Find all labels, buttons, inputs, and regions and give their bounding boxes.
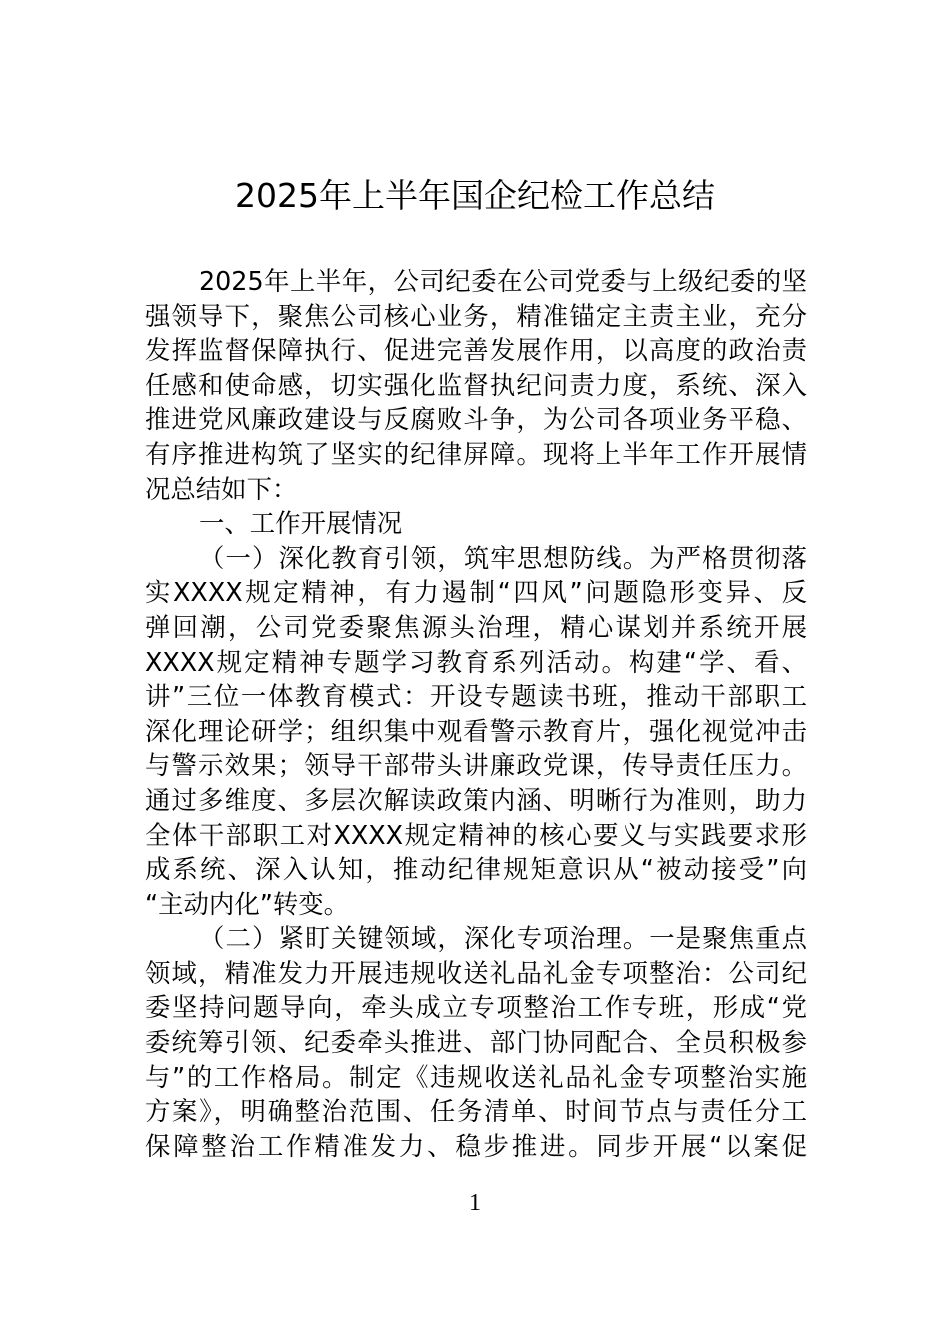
subsection-2-line-6: 方案》，明确整治范围、任务清单、时间节点与责任分工 — [145, 1096, 807, 1127]
subsection-1-line-1: （一）深化教育引领，筑牢思想防线。为严格贯彻落 — [199, 542, 807, 573]
subsection-1-line-7: 与警示效果；领导干部带头讲廉政党课，传导责任压力。 — [145, 750, 807, 781]
subsection-1-line-11: “主动内化”转变。 — [145, 888, 350, 919]
section-heading-1: 一、工作开展情况 — [199, 508, 403, 539]
document-title: 2025年上半年国企纪检工作总结 — [235, 176, 715, 215]
subsection-1-line-3: 弹回潮，公司党委聚焦源头治理，精心谋划并系统开展 — [145, 611, 807, 642]
intro-line-3: 发挥监督保障执行、促进完善发展作用，以高度的政治责 — [145, 335, 807, 366]
subsection-1-line-4: XXXX规定精神专题学习教育系列活动。构建“学、看、 — [145, 646, 807, 677]
subsection-2-line-1: （二）紧盯关键领域，深化专项治理。一是聚焦重点 — [199, 923, 807, 954]
subsection-2-line-5: 与”的工作格局。制定《违规收送礼品礼金专项整治实施 — [145, 1061, 807, 1092]
intro-line-2: 强领导下，聚焦公司核心业务，精准锚定主责主业，充分 — [145, 300, 807, 331]
subsection-1-line-5: 讲”三位一体教育模式：开设专题读书班，推动干部职工 — [145, 681, 807, 712]
subsection-1-line-9: 全体干部职工对XXXX规定精神的核心要义与实践要求形 — [145, 819, 807, 850]
subsection-2-line-4: 委统筹引领、纪委牵头推进、部门协同配合、全员积极参 — [145, 1027, 807, 1058]
subsection-1-line-6: 深化理论研学；组织集中观看警示教育片，强化视觉冲击 — [145, 715, 807, 746]
subsection-2-line-3: 委坚持问题导向，牵头成立专项整治工作专班，形成“党 — [145, 992, 807, 1023]
subsection-1-line-8: 通过多维度、多层次解读政策内涵、明晰行为准则，助力 — [145, 784, 807, 815]
subsection-1-line-10: 成系统、深入认知，推动纪律规矩意识从“被动接受”向 — [145, 854, 807, 885]
intro-line-7: 况总结如下： — [145, 473, 298, 504]
subsection-2-line-7: 保障整治工作精准发力、稳步推进。同步开展“以案促 — [145, 1130, 807, 1161]
subsection-1-line-2: 实XXXX规定精神，有力遏制“四风”问题隐形变异、反 — [145, 577, 807, 608]
subsection-2-line-2: 领域，精准发力开展违规收送礼品礼金专项整治：公司纪 — [145, 957, 807, 988]
page-number: 1 — [469, 1190, 481, 1216]
intro-line-4: 任感和使命感，切实强化监督执纪问责力度，系统、深入 — [145, 369, 807, 400]
intro-line-5: 推进党风廉政建设与反腐败斗争，为公司各项业务平稳、 — [145, 404, 807, 435]
intro-line-6: 有序推进构筑了坚实的纪律屏障。现将上半年工作开展情 — [145, 438, 807, 469]
document-body — [145, 264, 807, 1163]
intro-line-1: 2025年上半年，公司纪委在公司党委与上级纪委的坚 — [199, 266, 807, 296]
